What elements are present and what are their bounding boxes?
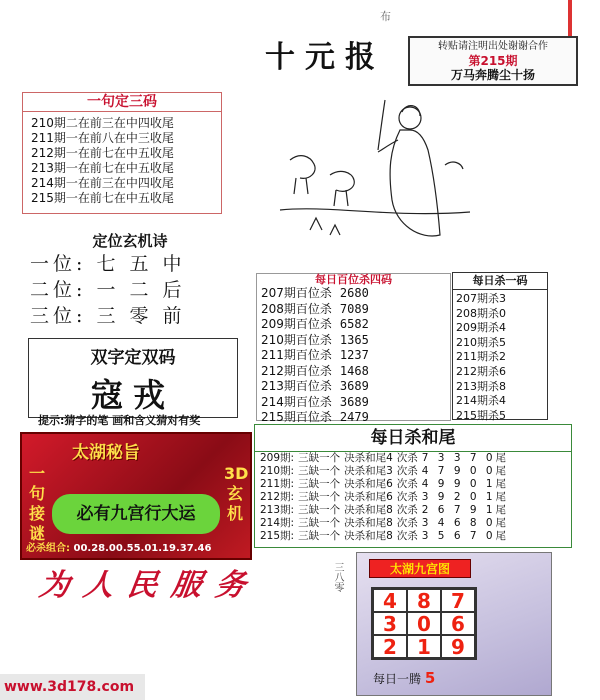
tail-c: 次杀 (396, 504, 418, 516)
bird-icon (445, 162, 463, 169)
tail-b: 决杀和尾8 (344, 504, 393, 516)
baiwei-row (261, 333, 450, 349)
double-char-value: 寇戎 (90, 376, 175, 414)
tail-period: 210期: (260, 465, 295, 477)
baiwei-value: 3689 (339, 394, 369, 409)
nine-palace-title: 太湖九宫图 (369, 559, 471, 578)
tail-c: 次杀 (396, 491, 418, 503)
header-mark: 布 (380, 10, 391, 23)
site-link[interactable]: www.3d178.com (0, 674, 145, 700)
tengma-value: 5 (424, 669, 436, 687)
tail-a: 三缺一个 (298, 478, 341, 490)
grid-cell: 2 (373, 635, 407, 658)
banner-right-text: 3D玄机 (224, 464, 249, 523)
slogan: 为人民服务 (37, 568, 262, 603)
baiwei-row (261, 348, 450, 364)
nine-palace-grid (371, 587, 477, 660)
yiju-box (22, 92, 222, 214)
tail-c: 次杀 (396, 517, 418, 529)
staff-icon (378, 100, 385, 150)
baiwei-row (261, 286, 450, 302)
table-row (258, 504, 511, 517)
poem-box (30, 230, 230, 329)
tail-title: 每日杀和尾 (255, 425, 571, 452)
tail-d: 4 9 9 0 1尾 (421, 478, 510, 490)
tail-b: 决杀和尾6 (344, 478, 393, 490)
baiwei-row (261, 395, 450, 411)
yiju-item: 213期一在前七在中五收尾 (31, 161, 174, 175)
baiwei-row (261, 317, 450, 333)
goat-icon-2 (330, 171, 354, 191)
daily-kill-title: 每日杀一码 (453, 273, 547, 290)
baiwei-box (256, 273, 451, 424)
grid-cell: 1 (407, 635, 441, 658)
baiwei-period: 210期百位杀 (261, 332, 332, 347)
daily-kill-item: 212期杀6 (456, 364, 506, 378)
poem-line: 一位: 七 五 中 (30, 253, 186, 275)
banner-bottom (26, 539, 246, 554)
issue-number: 第215期 (468, 54, 518, 68)
yiju-item: 214期一在前三在中四收尾 (31, 176, 174, 190)
daily-kill-item: 210期杀5 (456, 335, 506, 349)
grass-icon (310, 218, 340, 235)
baiwei-row (261, 364, 450, 380)
poem-line: 三位: 三 零 前 (30, 305, 186, 327)
baiwei-period: 211期百位杀 (261, 348, 332, 362)
banner-center-text: 必有九宫行大运 (52, 494, 220, 534)
tail-d: 3 9 2 0 1尾 (421, 491, 510, 503)
tail-period: 215期: (260, 530, 295, 542)
tail-period: 212期: (260, 491, 295, 503)
yiju-title: 一句定三码 (23, 93, 221, 112)
yiju-item: 212期一在前七在中五收尾 (31, 146, 174, 160)
tail-d: 3 4 6 8 0尾 (421, 517, 510, 529)
grid-cell: 0 (407, 612, 441, 635)
tail-table (258, 452, 511, 543)
baiwei-value: 1365 (339, 332, 369, 347)
publisher-notice: 转贴请注明出处谢谢合作 (438, 41, 548, 52)
tail-d: 3 5 6 7 0尾 (421, 530, 510, 542)
tail-box (254, 424, 572, 548)
tengma-line (373, 669, 435, 687)
table-row (258, 465, 511, 478)
tail-a: 三缺一个 (298, 491, 341, 503)
daily-kill-item: 213期杀8 (456, 379, 506, 393)
tail-b: 决杀和尾4 (344, 452, 393, 464)
baiwei-value: 6582 (339, 317, 369, 331)
lady-robe-icon (390, 130, 440, 236)
tail-period: 211期: (260, 478, 295, 490)
baiwei-value: 7089 (339, 301, 369, 316)
table-row (258, 491, 511, 504)
table-row (258, 452, 511, 465)
baiwei-value: 2479 (339, 410, 369, 424)
tail-c: 次杀 (396, 452, 418, 464)
banner-left-text: 一句接谜 (28, 464, 45, 543)
baiwei-period: 214期百位杀 (261, 394, 332, 409)
tail-period: 213期: (260, 504, 295, 516)
page-title: 十元报 (265, 40, 385, 75)
baiwei-row (261, 302, 450, 318)
baiwei-period: 213期百位杀 (261, 379, 332, 393)
grid-cell: 6 (441, 612, 475, 635)
tengma-label: 每日一腾 (373, 672, 422, 686)
baiwei-period: 212期百位杀 (261, 363, 332, 378)
baiwei-value: 1468 (339, 363, 369, 378)
table-row (258, 530, 511, 543)
hint-text: 提示:猜字的笔 画和含义猜对有奖 (38, 414, 201, 427)
table-row (258, 478, 511, 491)
daily-kill-item: 209期杀4 (456, 321, 506, 335)
grid-cell: 9 (441, 635, 475, 658)
tail-period: 209期: (260, 452, 295, 464)
baiwei-value: 1237 (339, 348, 369, 362)
table-row (258, 517, 511, 530)
daily-kill-item: 215期杀5 (456, 408, 506, 422)
grid-cell: 4 (373, 589, 407, 612)
nine-palace-box (356, 552, 552, 696)
banner-bottom-key: 必杀组合: (26, 543, 70, 554)
taihu-banner (20, 432, 252, 560)
tail-d: 4 7 9 0 0尾 (421, 465, 510, 477)
tail-b: 决杀和尾6 (344, 491, 393, 503)
tail-d: 2 6 7 9 1尾 (421, 504, 510, 516)
tail-a: 三缺一个 (298, 465, 341, 477)
double-char-title: 双字定双码 (90, 348, 176, 368)
tail-c: 次杀 (396, 465, 418, 477)
baiwei-value: 2680 (339, 286, 369, 300)
baiwei-period: 208期百位杀 (261, 301, 332, 316)
double-char-box (28, 338, 238, 418)
goat-icon (290, 156, 315, 179)
tail-b: 决杀和尾3 (344, 465, 393, 477)
lady-illustration (270, 90, 475, 255)
baiwei-value: 3689 (339, 379, 369, 393)
tail-d: 7 3 3 7 0尾 (421, 452, 510, 464)
grid-cell: 3 (373, 612, 407, 635)
banner-title: 太湖秘旨 (72, 443, 140, 463)
baiwei-row (261, 379, 450, 395)
slogan-small: 三八零 (332, 562, 343, 592)
poem-line: 二位: 一 二 后 (30, 279, 186, 301)
baiwei-title: 每日百位杀四码 (315, 273, 392, 286)
daily-kill-box (452, 272, 548, 420)
baiwei-period: 209期百位杀 (261, 317, 332, 331)
baiwei-period: 207期百位杀 (261, 286, 332, 300)
daily-kill-item: 211期杀2 (456, 350, 506, 364)
tail-b: 决杀和尾8 (344, 517, 393, 529)
grid-cell: 7 (441, 589, 475, 612)
banner-bottom-values: 00.28.00.55.01.19.37.46 (73, 543, 212, 554)
tail-period: 214期: (260, 517, 295, 529)
daily-kill-item: 214期杀4 (456, 394, 506, 408)
yiju-item: 210期二在前三在中四收尾 (31, 116, 174, 130)
tail-a: 三缺一个 (298, 517, 341, 529)
yiju-item: 215期一在前七在中五收尾 (31, 191, 174, 205)
tail-a: 三缺一个 (298, 504, 341, 516)
publisher-slogan: 万马奔腾尘十扬 (450, 68, 535, 82)
grid-cell: 8 (407, 589, 441, 612)
poem-title: 定位玄机诗 (92, 232, 168, 250)
daily-kill-item: 208期杀0 (456, 306, 506, 320)
yiju-item: 211期一在前八在中三收尾 (31, 131, 174, 145)
tail-a: 三缺一个 (298, 530, 341, 542)
tail-a: 三缺一个 (298, 452, 341, 464)
tail-c: 次杀 (396, 530, 418, 542)
tail-b: 决杀和尾8 (344, 530, 393, 542)
daily-kill-item: 207期杀3 (456, 292, 506, 305)
publisher-box (408, 36, 578, 86)
tail-c: 次杀 (396, 478, 418, 490)
baiwei-period: 215期百位杀 (261, 410, 332, 424)
